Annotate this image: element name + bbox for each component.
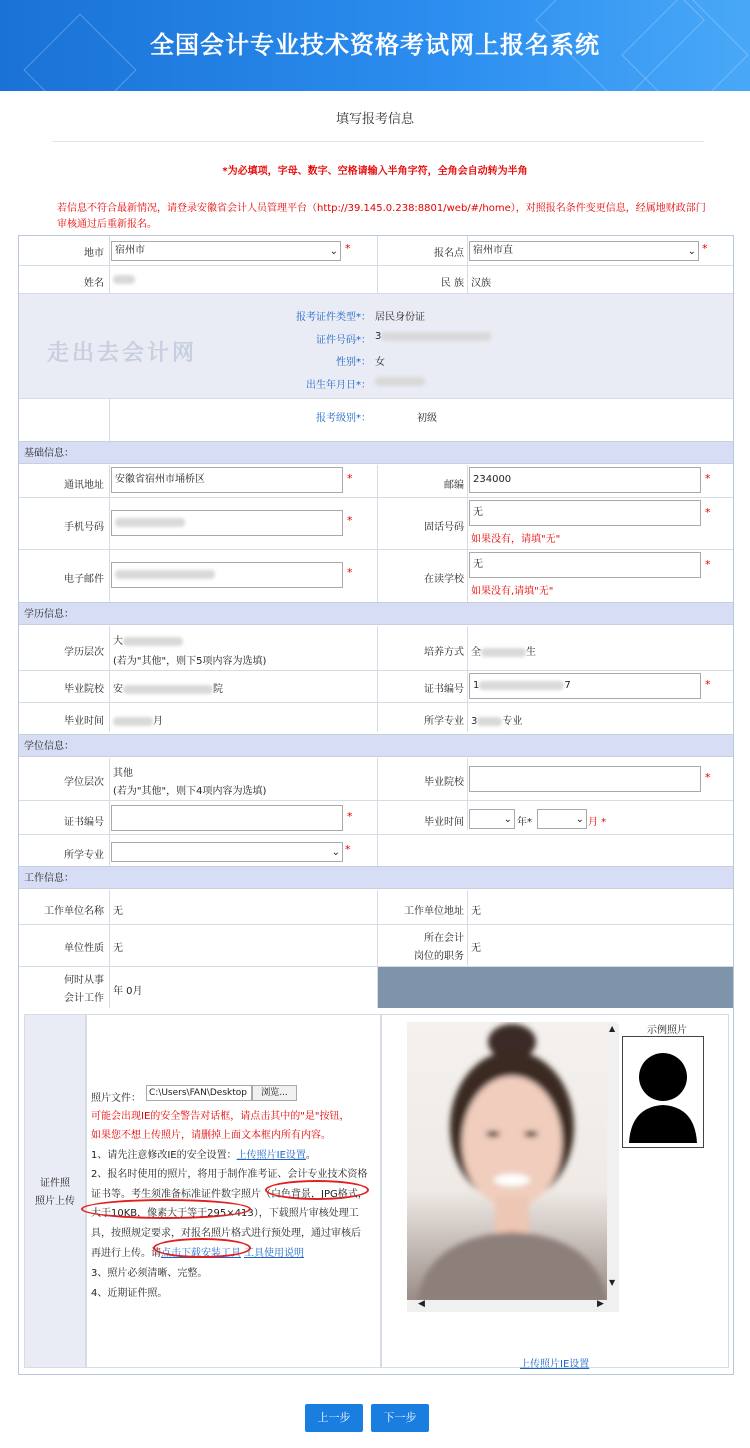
address-label: 通讯地址 [64,480,104,491]
photo-label-2: 照片上传 [35,1196,75,1207]
edu-school-value [113,680,223,695]
postcode-input[interactable]: 234000 [469,467,701,493]
scroll-right-icon[interactable]: ▶ [597,1299,604,1309]
photo-file-input[interactable]: C:\Users\FAN\Desktop [146,1085,252,1101]
required-mark: * [705,506,711,519]
work-since-value: 年 0月 [113,986,143,997]
work-address-value: 无 [471,906,481,917]
edu-major-prefix: 3 [471,716,478,727]
ethnic-label: 民 族 [440,278,464,289]
photo-tip-1-end: 。 [305,1150,316,1161]
month-unit: 月 * [588,817,607,828]
id-type-value: 居民身份证 [375,312,425,323]
degree-time-label: 毕业时间 [424,817,464,828]
edu-major-suffix: 专业 [502,716,523,727]
school-hint: 如果没有,请填"无" [471,586,554,597]
work-post-label-2: 岗位的职务 [414,951,464,962]
divider [52,141,704,142]
name-label: 姓名 [84,278,104,289]
postcode-label: 邮编 [444,480,464,491]
edu-cert-prefix: 1 [473,680,480,691]
site-select[interactable] [469,241,699,261]
required-mark: * [705,558,711,571]
empty-cell [378,967,733,1008]
phone-hint: 如果没有，请填"无" [471,534,561,545]
edu-time-value [113,712,163,727]
chevron-down-icon: ⌄ [329,246,338,257]
edu-level-value [113,632,183,647]
edu-level-label: 学历层次 [64,647,104,658]
degree-level-value: 其他 [113,768,133,779]
work-since-label-2: 会计工作 [64,993,104,1004]
form-frame [18,235,734,1375]
degree-cert-label: 证书编号 [64,817,104,828]
degree-school-label: 毕业院校 [424,777,464,788]
photo-warning-2: 如果您不想上传照片，请删掉上面文本框内所有内容。 [91,1130,331,1141]
degree-major-select[interactable] [111,842,343,862]
degree-year-select[interactable] [469,809,515,829]
photo-file-label: 照片文件： [91,1093,141,1104]
phone-label: 固话号码 [424,522,464,533]
sample-photo [622,1036,704,1148]
city-label: 地市 [84,248,104,259]
required-mark: * [702,242,708,255]
gender-label: 性别*： [336,357,371,368]
work-nature-label: 单位性质 [64,943,104,954]
id-number-label: 证件号码*： [316,335,371,346]
chevron-down-icon: ⌄ [687,246,696,257]
photo-tip-2a: 2、报名时使用的照片，将用于制作准考证、会计专业技术资格 [91,1169,368,1180]
phone-input[interactable]: 无 [469,500,701,526]
photo-tip-1-text: 1、请先注意修改IE的安全设置： [91,1150,237,1161]
edu-school-prefix: 安 [113,684,123,695]
section-work: 工作信息： [19,866,733,889]
id-type-label: 报考证件类型*： [296,312,371,323]
edu-mode-value [471,643,536,658]
site-value: 宿州市直 [473,245,513,256]
name-value-blurred [113,274,135,285]
scroll-left-icon[interactable]: ◀ [418,1299,425,1309]
section-base: 基础信息： [19,441,733,464]
photo-tip-2b: 证书等。考生须准备标准证件数字照片（白色背景，JPG格式， [91,1189,368,1200]
photo-tip-2c: 大于10KB，像素大于等于295×413），下载照片审核处理工 [91,1208,359,1219]
degree-cert-input[interactable] [111,805,343,831]
sample-photo-label: 示例照片 [647,1025,687,1036]
id-number-value [375,331,491,342]
photo-horizontal-scrollbar[interactable] [407,1300,619,1312]
required-mark: * [705,771,711,784]
address-input[interactable]: 安徽省宿州市埇桥区 [111,467,343,493]
edu-cert-label: 证书编号 [424,684,464,695]
degree-major-label: 所学专业 [64,850,104,861]
work-post-value: 无 [471,943,481,954]
mobile-label: 手机号码 [64,522,104,533]
edu-level-prefix: 大 [113,636,123,647]
scroll-up-icon[interactable]: ▲ [609,1024,616,1033]
email-label: 电子邮件 [64,574,104,585]
required-mark: * [345,242,351,255]
photo-tip-2d: 具，按照规定要求，对报名照片格式进行预处理，通过审核后 [91,1228,361,1239]
gender-value: 女 [375,357,385,368]
ie-settings-link[interactable]: 上传照片IE设置 [236,1150,306,1161]
work-nature-value: 无 [113,943,123,954]
ethnic-value: 汉族 [471,278,491,289]
edu-mode-prefix: 全 [471,647,481,658]
highlight-oval [153,1238,251,1258]
tool-guide-link[interactable]: 工具使用说明 [244,1248,304,1259]
photo-tip-1 [91,1146,316,1161]
photo-vertical-scrollbar[interactable] [607,1024,619,1300]
id-number-prefix: 3 [375,331,382,342]
highlight-oval [81,1199,251,1219]
degree-level-label: 学位层次 [64,777,104,788]
required-mark: * [345,843,351,856]
photo-label-1: 证件照 [40,1178,70,1189]
level-label: 报考级别*： [316,413,371,424]
required-mark: * [347,810,353,823]
edu-school-suffix: 院 [213,684,223,695]
edu-cert-suffix: 7 [564,680,571,691]
next-button[interactable]: 下一步 [371,1404,429,1432]
required-mark: * [347,472,353,485]
work-post-label-1: 所在会计 [424,933,464,944]
mobile-input[interactable] [111,510,343,536]
chevron-down-icon: ⌄ [503,814,512,825]
photo-ie-settings-link[interactable]: 上传照片IE设置 [520,1359,590,1370]
browse-button[interactable]: 浏览... [252,1085,297,1101]
edu-cert-input[interactable] [469,673,701,699]
edu-mode-label: 培养方式 [424,647,464,658]
watermark-logo: 走出去会计网 [47,341,198,366]
section-degree: 学位信息： [19,734,733,757]
school-label: 在读学校 [424,574,464,585]
edu-school-label: 毕业院校 [64,684,104,695]
school-input[interactable]: 无 [469,552,701,578]
silhouette-icon [623,1037,703,1147]
edu-level-note: (若为"其他"，则下5项内容为选填) [113,656,267,667]
level-value: 初级 [417,413,437,424]
degree-level-note: (若为"其他"，则下4项内容为选填) [113,786,267,797]
edu-time-label: 毕业时间 [64,716,104,727]
year-unit: 年* [517,817,532,828]
email-input[interactable] [111,562,343,588]
photo-tip-4: 4、近期证件照。 [91,1288,168,1299]
required-mark: * [705,678,711,691]
city-select[interactable] [111,241,341,261]
header-title: 全国会计专业技术资格考试网上报名系统 [150,31,600,59]
required-mark: * [705,472,711,485]
header-banner [0,0,750,91]
photo-tip-3: 3、照片必须清晰、完整。 [91,1268,208,1279]
degree-month-select[interactable] [537,809,587,829]
download-tool-link[interactable]: 点击下载安装工具 [161,1248,241,1259]
required-mark: * [347,514,353,527]
photo-tip-2e-text: 再进行上传。请 [91,1248,161,1259]
chevron-down-icon: ⌄ [331,847,340,858]
birth-value-blurred [375,376,425,387]
edu-time-suffix: 月 [153,716,163,727]
birth-label: 出生年月日*： [306,380,371,391]
notice-update-info: 若信息不符合最新情况，请登录安徽省会计人员管理平台（http://39.145.0.238:8801/web/#/home），对照报名条件变更信息，经属地财政部门审核通过后重新报名。 [57,203,706,230]
edu-major-value [471,712,522,727]
section-education: 学历信息： [19,602,733,625]
edu-mode-suffix: 生 [526,647,536,658]
highlight-oval [265,1180,369,1200]
work-company-label: 工作单位名称 [44,906,104,917]
prev-button[interactable]: 上一步 [305,1404,363,1432]
notice-required: *为必填项，字母、数字、空格请输入半角字符，全角会自动转为半角 [222,166,528,177]
chevron-down-icon: ⌄ [575,814,584,825]
site-label: 报名点 [434,248,464,259]
page-subtitle: 填写报考信息 [335,112,414,127]
photo-label-cell [24,1014,86,1368]
required-mark: * [347,566,353,579]
work-address-label: 工作单位地址 [404,906,464,917]
portrait-illustration [407,1022,617,1302]
degree-school-input[interactable] [469,766,701,792]
uploaded-photo [407,1022,617,1302]
edu-major-label: 所学专业 [424,716,464,727]
photo-warning-1: 可能会出现IE的安全警告对话框，请点击其中的"是"按钮， [91,1111,350,1122]
work-company-value: 无 [113,906,123,917]
scroll-down-icon[interactable]: ▼ [609,1278,616,1287]
work-since-label-1: 何时从事 [64,975,104,986]
city-value: 宿州市 [115,245,145,256]
